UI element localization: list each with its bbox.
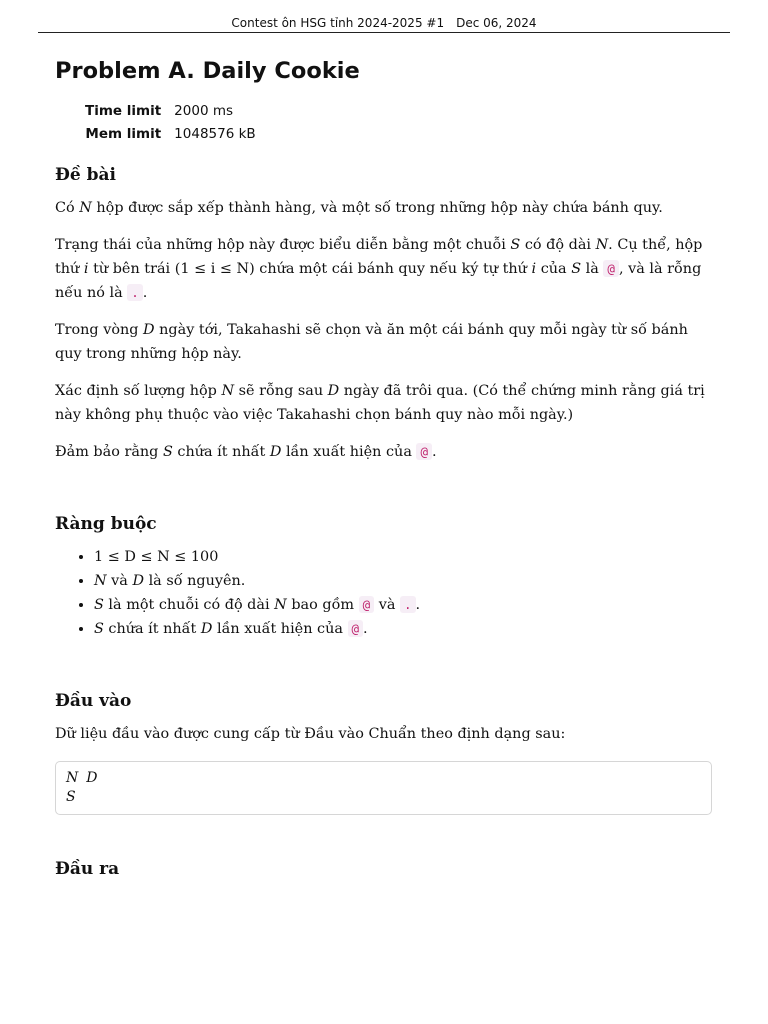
contest-date: Dec 06, 2024 (456, 16, 537, 30)
math-var: S (162, 444, 173, 460)
text: Trong vòng (55, 322, 144, 338)
text: lần xuất hiện của (281, 444, 417, 460)
text: , và là rỗng nếu nó là (55, 261, 702, 301)
math-var: N (66, 770, 79, 786)
text: là số nguyên. (144, 573, 246, 589)
math-inequality: 1 ≤ D ≤ N ≤ 100 (94, 549, 219, 565)
text: ngày tới, Takahashi sẽ chọn và ăn một cái bánh quy mỗi ngày từ số bánh quy trong những hộp này. (55, 322, 688, 362)
inline-code: . (400, 596, 416, 613)
text: sẽ rỗng sau (234, 383, 328, 399)
text: . Cụ thể, hộp thứ (55, 237, 703, 277)
math-var: S (66, 789, 76, 805)
text: của (536, 261, 572, 277)
text: có độ dài (520, 237, 596, 253)
mem-limit-label: Mem limit (85, 126, 162, 142)
statement-paragraph-4 (55, 379, 712, 427)
constraint-item (94, 569, 712, 593)
constraint-item (94, 545, 712, 569)
math-var: N (274, 597, 287, 613)
time-limit-value: 2000 ms (174, 103, 234, 119)
math-var: D (200, 621, 213, 637)
constraints-heading: Ràng buộc (55, 514, 157, 534)
math-var: S (571, 261, 582, 277)
text: từ bên trái (88, 261, 175, 277)
mem-limit-value: 1048576 kB (174, 126, 256, 142)
text: là (581, 261, 604, 277)
text: là một chuỗi có độ dài (103, 597, 275, 613)
problem-title: Problem A. Daily Cookie (55, 58, 360, 84)
text: và (374, 597, 400, 613)
math-var: D (269, 444, 282, 460)
inline-code: . (127, 284, 143, 301)
math-var: i (83, 261, 89, 277)
text: . (432, 444, 437, 460)
inline-code: @ (359, 596, 375, 613)
constraints-list (55, 545, 712, 641)
text: . (415, 597, 421, 613)
math-var: D (86, 770, 98, 786)
inline-code: @ (603, 260, 619, 277)
text: . (363, 621, 368, 637)
inline-code: @ (416, 443, 432, 460)
input-format-line-2 (66, 788, 701, 807)
math-var: N (94, 573, 107, 589)
statement-paragraph-3 (55, 318, 712, 366)
time-limit-label: Time limit (85, 103, 162, 119)
math-var: N (221, 383, 235, 399)
limits-table (85, 100, 256, 146)
input-format-line-1 (66, 769, 701, 788)
running-header (38, 16, 730, 33)
text: ngày đã trôi qua. (Có thể chứng minh rằng giá trị này không phụ thuộc vào việc Takahashi chọn bánh quy nào mỗi ngày.) (55, 383, 705, 423)
mem-limit-row (85, 123, 256, 146)
text: chứa một cái bánh quy nếu ký tự thứ (254, 261, 532, 277)
math-var: D (143, 322, 155, 338)
input-heading: Đầu vào (55, 691, 132, 711)
text: và (106, 573, 133, 589)
input-format-box (55, 761, 712, 815)
text: . (142, 285, 148, 301)
math-var: i (531, 261, 537, 277)
statement-paragraph-2 (55, 233, 712, 305)
statement-paragraph-5 (55, 440, 712, 464)
problem-document (55, 58, 712, 879)
text: hộp được sắp xếp thành hàng, và một số trong những hộp này chứa bánh quy. (91, 200, 663, 216)
input-description: Dữ liệu đầu vào được cung cấp từ Đầu vào Chuẩn theo định dạng sau: (55, 726, 566, 742)
math-var: D (327, 383, 340, 399)
text: Xác định số lượng hộp (55, 383, 222, 399)
statement-heading: Đề bài (55, 165, 116, 185)
math-var: D (132, 573, 144, 589)
text: Có (55, 200, 80, 216)
text: bao gồm (286, 597, 359, 613)
time-limit-row (85, 100, 256, 123)
text: chứa ít nhất (103, 621, 201, 637)
math-inequality: (1 ≤ i ≤ N) (174, 261, 255, 277)
text: Trạng thái của những hộp này được biểu diễn bằng một chuỗi (55, 237, 511, 253)
constraint-item (94, 593, 712, 617)
math-var: S (94, 597, 104, 613)
statement-paragraph-1 (55, 196, 712, 220)
math-var: S (94, 621, 104, 637)
text: Đảm bảo rằng (55, 444, 163, 460)
inline-code: @ (348, 620, 364, 637)
text: lần xuất hiện của (212, 621, 348, 637)
contest-name: Contest ôn HSG tỉnh 2024-2025 #1 (231, 16, 445, 30)
text: chứa ít nhất (172, 444, 270, 460)
output-heading: Đầu ra (55, 859, 120, 879)
math-var: N (595, 237, 609, 253)
constraint-item (94, 617, 712, 641)
math-var: S (510, 237, 521, 253)
math-var: N (79, 200, 92, 216)
